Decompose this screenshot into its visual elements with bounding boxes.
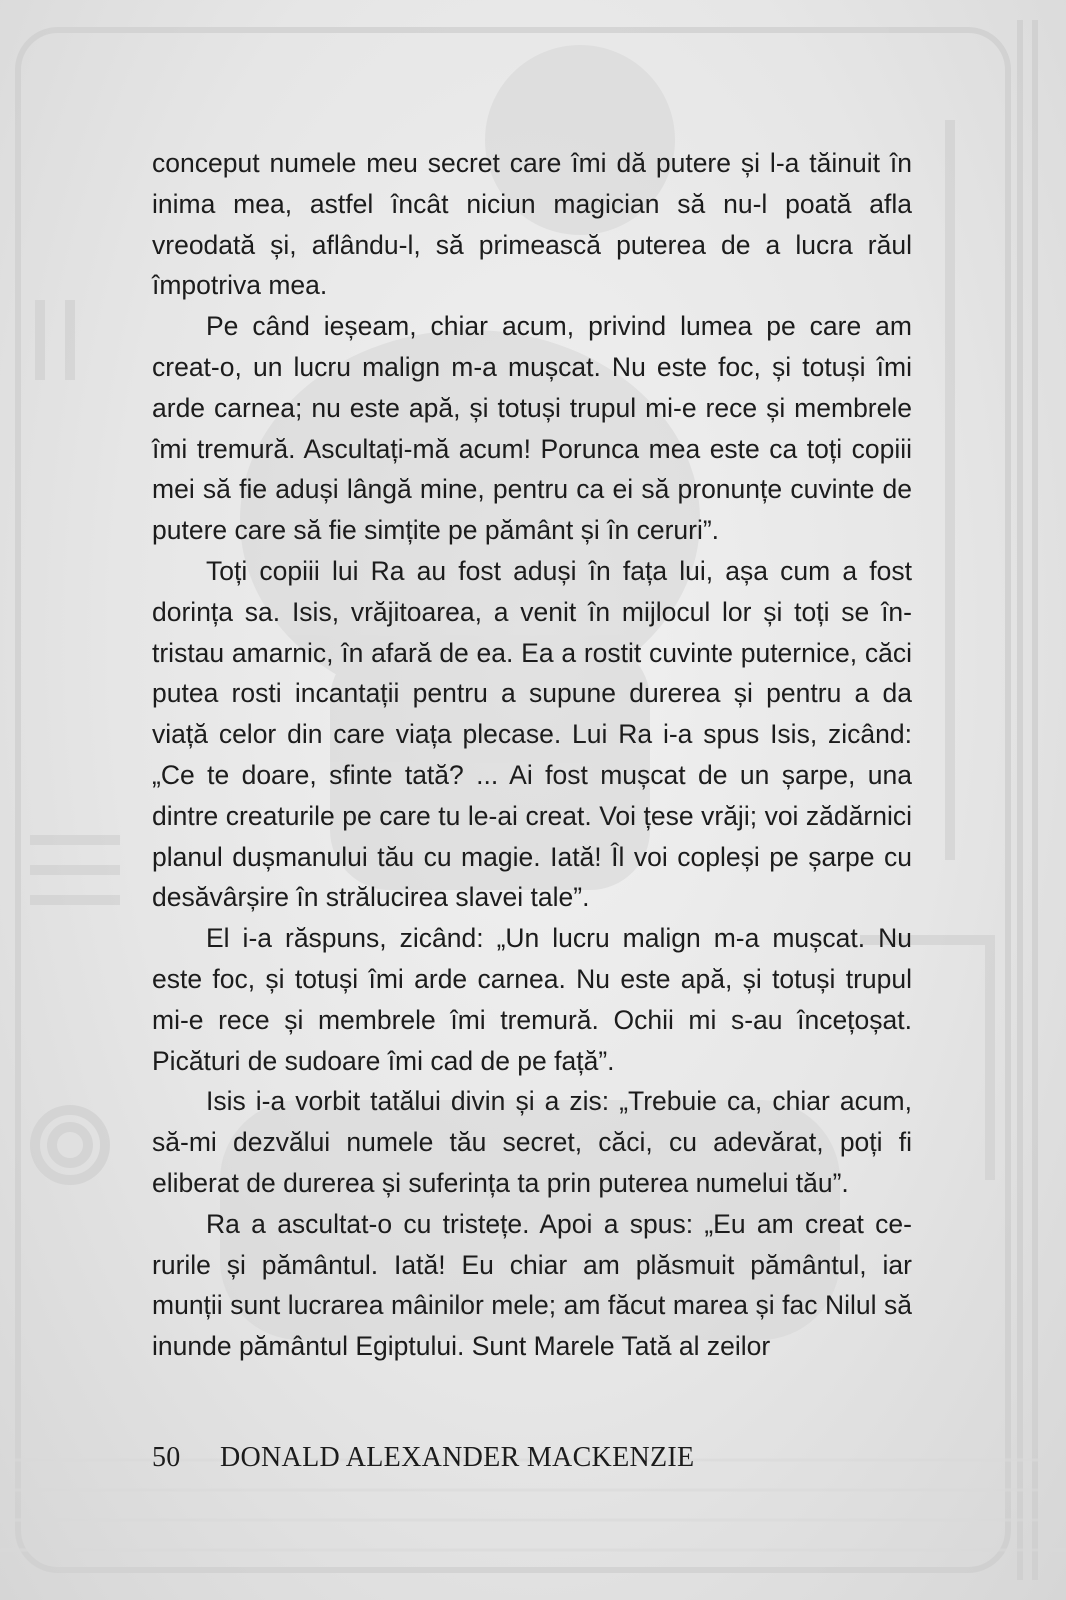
running-footer	[152, 1442, 694, 1474]
body-text	[152, 143, 912, 1367]
paragraph: Ra a ascultat-o cu tristețe. Apoi a spus: „Eu am creat cerurile și pământul. Iată! Eu chiar am plăsmuit pământul, iar munții sunt lucrarea mâinilor mele; am făcut marea și fac Nilul să inunde pământul Egiptului. Sunt Marele Tată al zeilor	[152, 1208, 912, 1362]
paragraph: Isis i-a vorbit tatălui divin și a zis: „Trebuie ca, chiar acum, să-mi dezvălui numele tău secret, căci, cu adevărat, poți fi eliberat de durerea și suferința ta prin puterea numelui tău”.	[152, 1086, 912, 1198]
paragraph: conceput numele meu secret care îmi dă putere și l-a tăinuit în inima mea, astfel încât niciun magician să nu-l poată afla vreodată și, aflându-l, să primească puterea de a lucra răul împotriva mea.	[152, 148, 912, 301]
paragraph: Toți copiii lui Ra au fost aduși în fața lui, așa cum a fost dorința sa. Isis, vrăjitoarea, a venit în mijlocul lor și toți se întristau amarnic, în afară de ea. Ea a rostit cuvinte puternice, căci putea rosti incantații pentru a supune durerea și pentru a da viață celor din care viața plecase. Lui Ra i-a spus Isis, zicând: „Ce te doare, sfinte tată? ... Ai fost mușcat de un șarpe, una dintre creaturile pe care tu le-ai creat. Voi țese vrăji; voi zădărnici planul dușmanului tău cu magie. Iată! Îl voi copleși pe șarpe cu desăvârșire în strălucirea slavei tale”.	[152, 555, 912, 913]
paragraph: Pe când ieșeam, chiar acum, privind lumea pe care am creat-o, un lucru malign m-a mușcat. Nu este foc, și totuși îmi arde carnea; nu este apă, și totuși trupul mi-e rece și membrele îmi tremură. Ascultați-mă acum! Porunca mea este ca toți copiii mei să fie aduși lângă mine, pentru ca ei să pronunțe cuvinte de putere care să fie simțite pe pământ și în ceruri”.	[152, 311, 912, 546]
author-name: DONALD ALEXANDER MACKENZIE	[220, 1442, 695, 1473]
page-number: 50	[152, 1442, 181, 1473]
paragraph: El i-a răspuns, zicând: „Un lucru malign m-a mușcat. Nu este foc, și totuși îmi arde carnea. Nu este apă, și totuși trupul mi-e rece și membrele îmi tremură. Ochii mi s-au încețoșat. Picături de sudoare îmi cad de pe față”.	[152, 923, 912, 1076]
